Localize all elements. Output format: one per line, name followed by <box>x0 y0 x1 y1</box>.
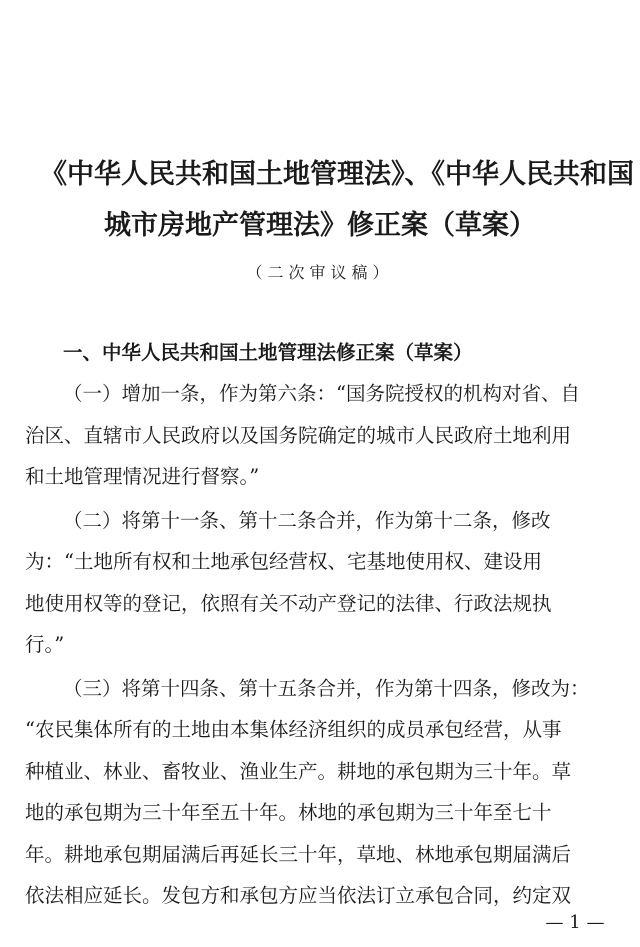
document-subtitle: （二次审议稿） <box>246 263 394 282</box>
paragraph-line: 年。耕地承包期届满后再延长三十年，草地、林地承包期届满后 <box>25 843 572 866</box>
paragraph-line: （二）将第十一条、第十二条合并，作为第十二条，修改 <box>63 509 551 532</box>
document-title-line-2: 城市房地产管理法》修正案（草案） <box>104 210 536 241</box>
page-number: — 1 — <box>545 912 605 933</box>
paragraph-line: （三）将第十四条、第十五条合并，作为第十四条，修改为： <box>63 677 590 700</box>
paragraph-line: 种植业、林业、畜牧业、渔业生产。耕地的承包期为三十年。草 <box>25 760 572 783</box>
paragraph-line: 治区、直辖市人民政府以及国务院确定的城市人民政府土地利用 <box>25 424 572 447</box>
document-title-line-1: 《中华人民共和国土地管理法》、《中华人民共和国 <box>40 159 634 190</box>
paragraph-line: 和土地管理情况进行督察。” <box>25 465 260 488</box>
paragraph-line: 地使用权等的登记，依照有关不动产登记的法律、行政法规执 <box>25 592 552 615</box>
paragraph-line: 行。” <box>25 633 65 656</box>
section-heading: 一、中华人民共和国土地管理法修正案（草案） <box>63 341 473 364</box>
paragraph-line: 为：“土地所有权和土地承包经营权、宅基地使用权、建设用 <box>25 550 542 573</box>
paragraph-line: “农民集体所有的土地由本集体经济组织的成员承包经营，从事 <box>25 718 562 741</box>
paragraph-line: （一）增加一条，作为第六条：“国务院授权的机构对省、自 <box>63 382 580 405</box>
paragraph-line: 依法相应延长。发包方和承包方应当依法订立承包合同，约定双 <box>25 884 572 907</box>
paragraph-line: 地的承包期为三十年至五十年。林地的承包期为三十年至七十 <box>25 801 552 824</box>
